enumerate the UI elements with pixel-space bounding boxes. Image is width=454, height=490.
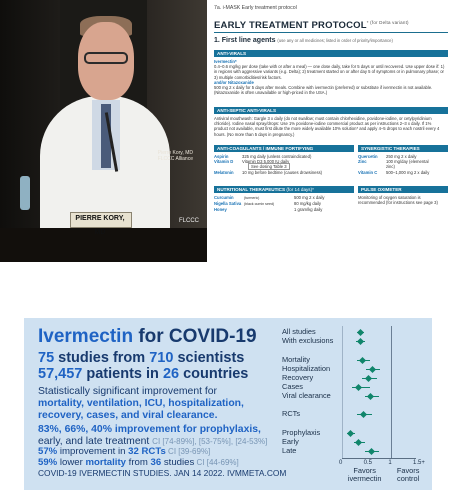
treatment-stage-text: 83%, 66%, 40% improvement for prophylaxis, early, and late treatment CI [74-89%], [53-75%], [24-53%] [38,424,268,447]
forest-x-tick: 0 [339,460,343,466]
synergistic-row: Zinc 100 mg/day (elemental zinc) [358,159,429,170]
synergistic-row: Quercetin 250 mg 2 x daily [358,154,417,159]
synergistic-row: Vitamin C 500–1,000 mg 2 x daily [358,169,430,175]
protocol-title: EARLY TREATMENT $PROTOCOL^{* (for Delta variant)}$ [214,20,409,32]
significance-text: Statistically significant improvement for mortality, ventilation, ICU, hospitalization, recovery, cases, and viral clearance. [38,386,244,421]
protocol-document [208,0,454,262]
infographic-footer: COVID-19 IVERMECTIN STUDIES. JAN 14 2022. IVMMETA.COM [38,468,287,478]
forest-point [355,384,362,391]
anticoagulants-table [214,154,354,175]
forest-row-label: Viral clearance [282,391,331,400]
coat-embroidery: Pierre Kory, MD FLCCC Alliance [157,150,193,162]
forest-point [359,357,366,364]
rct-mortality-text: 57% improvement in 32 RCTs CI [39-69%] 59% lower mortality from 36 studies CI [44-69%] [38,446,239,468]
forest-point [347,430,354,437]
synergistic-band: SYNERGISTIC THERAPIES [358,145,448,152]
nutritional-row: Nigella Sativa (black cumin seed) 80 mg/kg daily [214,201,321,207]
pulse-oximeter-band: PULSE OXIMETER [358,186,448,193]
forest-row-label: All studies [282,327,316,336]
forest-row-label: Late [282,446,297,455]
anti-septic-band: ANTI-SEPTIC ANTI-VIRALS [214,107,448,114]
nutritional-table [214,195,354,213]
anticoag-row: See dosing Table 3 [214,164,354,169]
anti-virals-band: ANTI-VIRALS [214,50,448,57]
forest-row-label: Prophylaxis [282,428,321,437]
anti-septic-text: Antiviral mouthwash: Gargle 3 x daily (do not swallow; must contain chlorhexidine, povidone-iodine, or cetylpyridinium chloride). Iodine nasal spray/drops: Use 1% povidone-iodine commercial product as per instructions 2–3 x daily. If 1% product not available, must first dilute the more widely available 10% solution* and apply 4–5 drops to each nostril every 4 hours. (No more than 5 days in pregnancy.) [214,116,440,137]
synergistic-table [358,154,448,175]
forest-point [355,439,362,446]
forest-x-tick: 1.5+ [413,460,425,466]
anticoag-row: Melatonin 10 mg before bedtime (causes drowsiness) [214,169,323,175]
anticoag-row: Aspirin 325 mg daily (unless contraindicated) [214,154,312,159]
studies-line: 75 studies from 710 scientists [38,350,245,366]
forest-reference-line [391,326,392,458]
forest-point [368,448,375,455]
water-bottle [20,176,30,210]
nutritional-row: Honey 1 gram/kg daily [214,207,323,213]
patients-line: 57,457 patients in 26 countries [38,366,249,382]
forest-row-label: Hospitalization [282,364,331,373]
forest-row-label: RCTs [282,409,301,418]
favors-ivermectin-label: Favors ivermectin [347,466,382,483]
title-rule [214,32,448,33]
forest-point [369,366,376,373]
glasses [84,52,128,64]
video-still [0,0,207,262]
forest-row-label: Recovery [282,373,314,382]
forest-point [357,329,364,336]
anticoag-row: Vitamin D Vitamin D3 5,000 IU daily [214,159,290,165]
favors-control-label: Favors control [396,466,420,483]
forest-x-tick: 1 [388,460,392,466]
infographic-title: Ivermectin for COVID-19 [38,326,257,347]
forest-x-axis [342,458,416,459]
ivermectin-dosing: Ivermectin* 0.4–0.6 mg/kg per dose (take with or after a meal) — one dose daily, take for 5 days or until recovered. Use upper dose if: 1) in regions with aggressive variants (e.g. Delta); 2) treatment started on or after day 5 of symptoms or in pulmonary phase; or 3) multiple comorbidities/risk factors. and/or Nitazoxanide 500 mg 2 x daily for 5 days after meals. Combine with ivermectin (preferred) or substitute if ivermectin is not available. (Nitazoxanide is often unavailable or high-priced in the USA.) [214,59,445,96]
nutritional-row: Curcumin (turmeric) 500 mg 2 x daily [214,195,325,200]
nameplate-text: PIERRE KORY, MD [75,215,125,236]
forest-reference-line [342,326,343,458]
broadcast-logo: FLCCC [178,218,199,224]
forest-row-label: Early [282,437,299,446]
protocol-section-header: 7a. i-MASK Early treatment protocol [214,5,297,11]
forest-point [357,338,364,345]
anticoagulants-band: ANTI-COAGULANTS / IMMUNE FORTIFYING [214,145,354,152]
forest-row-label: Cases [282,382,303,391]
forest-row-label: Mortality [282,355,310,364]
forest-row-label: With exclusions [282,336,334,345]
pulse-oximeter-text: Monitoring of oxygen saturation is recommended (for instructions see page 3) [358,195,438,206]
forest-point [367,393,374,400]
nutritional-band: NUTRITIONAL THERAPEUTICS (for 14 days)* [214,186,354,193]
ivmmeta-infographic [24,318,432,490]
forest-x-tick: 0.5 [363,460,372,466]
first-line-heading: 1. First line agents (use any or all medicines; listed in order of priority/importance) [214,37,393,44]
forest-point [365,375,372,382]
forest-point [360,411,367,418]
